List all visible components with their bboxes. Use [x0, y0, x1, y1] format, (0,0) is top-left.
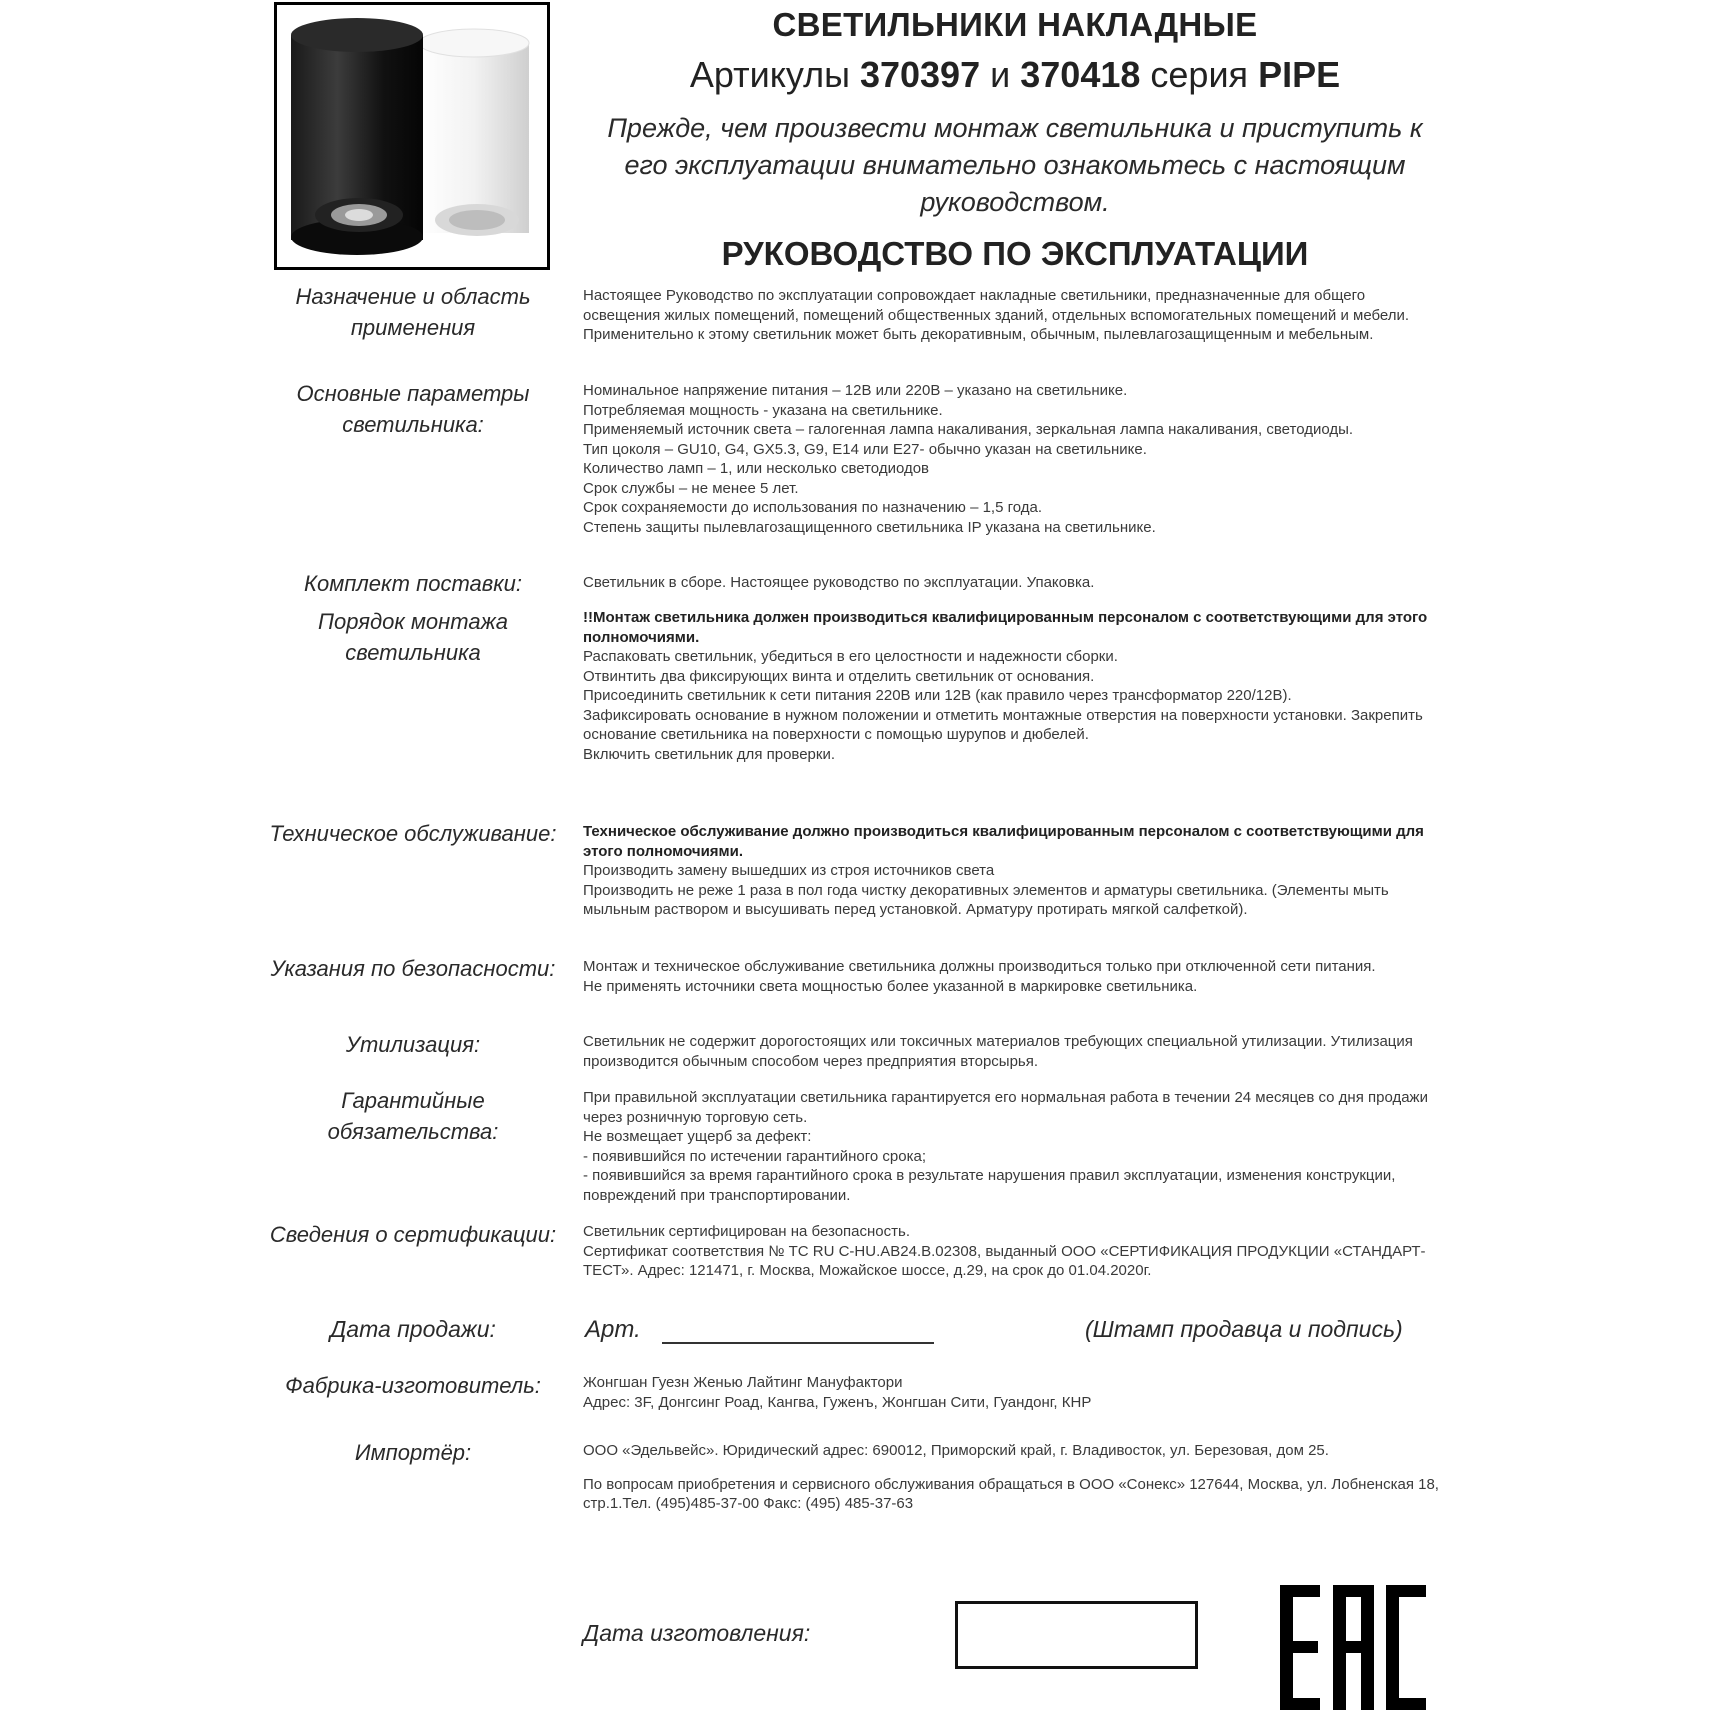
eac-mark-icon — [1280, 1585, 1426, 1710]
section-label-manufacturer: Фабрика-изготовитель: — [285, 1373, 541, 1398]
text-line: - появившийся за время гарантийного срока в результате нарушения правил эксплуатации, изменения конструкции, повреждений при транспортировании. — [583, 1167, 1396, 1204]
section-label-warranty: Гарантийные обязательства: — [327, 1088, 499, 1144]
section-label-mounting: Порядок монтажа светильника — [318, 609, 508, 665]
document-subtitle — [580, 54, 1450, 96]
text-line: Номинальное напряжение питания – 12В или 220В – указано на светильнике. — [583, 382, 1128, 399]
article-number-2: 370418 — [1020, 54, 1141, 95]
text-line: Отвинтить два фиксирующих винта и отделить светильник от основания. — [583, 667, 1095, 685]
manufacture-date-box — [955, 1601, 1198, 1669]
intro-text: Прежде, чем произвести монтаж светильника и приступить к его эксплуатации внимательно ознакомьтесь с настоящим руководством. — [607, 113, 1423, 217]
text-line: Потребляемая мощность - указана на светильнике. — [583, 401, 943, 419]
text-line: Распаковать светильник, убедиться в его целостности и надежности сборки. — [583, 648, 1118, 665]
subtitle-series: серия — [1150, 54, 1249, 95]
text-line: Включить светильник для проверки. — [583, 745, 836, 763]
text-line: Применяемый источник света – галогенная лампа накаливания, зеркальная лампа накаливания, светодиоды. — [583, 421, 1354, 438]
text-line: ООО «Эдельвейс». Юридический адрес: 690012, Приморский край, г. Владивосток, ул. Березовая, дом 25. — [583, 1442, 1329, 1459]
subtitle-and: и — [990, 54, 1011, 95]
text-line: Срок службы – не менее 5 лет. — [583, 479, 799, 497]
section-label-purpose: Назначение и область применения — [295, 284, 531, 340]
black-lamp — [291, 18, 423, 255]
section-label-safety: Указания по безопасности: — [270, 956, 556, 981]
text-line — [583, 1461, 1445, 1475]
section-label-certification: Сведения о сертификации: — [269, 1222, 557, 1247]
section-content-importer — [583, 1441, 1445, 1514]
warning-text: Техническое обслуживание должно производиться квалифицированным персоналом с соответствующими для этого полномочиями. — [583, 823, 1424, 860]
text-line: Настоящее Руководство по эксплуатации сопровождает накладные светильники, предназначенные для общего освещения жилых помещений, помещений общественных зданий, отдельных вспомогательных помещений и мебели. Применительно к этому светильник может быть декоративным, обычным, пылевлагозащищенным и мебельным. — [583, 287, 1410, 343]
text-line: Производить не реже 1 раза в пол года чистку декоративных элементов и арматуры светильника. (Элементы мыть мыльным раствором и высушивать перед установкой. Арматуру протирать мягкой салфеткой). — [583, 881, 1389, 918]
text-line: Светильник не содержит дорогостоящих или токсичных материалов требующих специальной утилизации. Утилизация производится обычным способом через предприятия вторсырья. — [583, 1033, 1413, 1070]
section-content-manufacturer — [583, 1373, 1445, 1412]
stamp-label: (Штамп продавца и подпись) — [1085, 1316, 1403, 1342]
section-label-params: Основные параметры светильника: — [296, 381, 530, 437]
section-label-kit: Комплект поставки: — [304, 571, 522, 596]
text-line: Зафиксировать основание в нужном положении и отметить монтажные отверстия на поверхности установки. Закрепить основание светильника на поверхности с помощью шурупов и дюбелей. — [583, 706, 1423, 743]
text-line: Светильник сертифицирован на безопасность. — [583, 1223, 910, 1240]
section-label-disposal: Утилизация: — [345, 1032, 481, 1057]
lamps-image — [277, 5, 547, 267]
text-line: Тип цоколя – GU10, G4, GX5.3, G9, E14 или E27- обычно указан на светильнике. — [583, 440, 1147, 458]
subtitle-prefix: Артикулы — [689, 54, 850, 95]
text-line: Адрес: 3F, Донгсинг Роад, Кангва, Гуженъ, Жонгшан Сити, Гуандонг, КНР — [583, 1393, 1092, 1411]
text-line: Производить замену вышедших из строя источников света — [583, 862, 995, 879]
section-content-purpose — [583, 286, 1445, 345]
manufacture-date-label: Дата изготовления: — [583, 1620, 811, 1646]
section-content-certification — [583, 1222, 1445, 1281]
document-title: СВЕТИЛЬНИКИ НАКЛАДНЫЕ — [772, 6, 1258, 43]
text-line: Не применять источники света мощностью более указанной в маркировке светильника. — [583, 977, 1198, 995]
warning-text: !!Монтаж светильника должен производиться квалифицированным персоналом с соответствующими для этого полномочиями. — [583, 609, 1428, 646]
manual-title: РУКОВОДСТВО ПО ЭКСПЛУАТАЦИИ — [721, 235, 1309, 272]
article-number-1: 370397 — [859, 54, 981, 95]
white-lamp — [419, 29, 529, 236]
text-line: - появившийся по истечении гарантийного срока; — [583, 1147, 927, 1165]
text-line: Светильник в сборе. Настоящее руководство по эксплуатации. Упаковка. — [583, 574, 1095, 591]
text-line: Степень защиты пылевлагозащищенного светильника IP указана на светильнике. — [583, 518, 1156, 536]
document-header — [580, 0, 1450, 273]
section-content-warranty — [583, 1088, 1445, 1205]
text-line: Не возмещает ущерб за дефект: — [583, 1128, 812, 1145]
section-content-safety — [583, 957, 1445, 996]
section-content-params — [583, 381, 1445, 537]
article-label: Арт. — [585, 1316, 641, 1343]
product-photo — [274, 2, 550, 270]
text-line: Жонгшан Гуезн Женью Лайтинг Мануфактори — [583, 1374, 903, 1391]
sale-date-label: Дата продажи: — [330, 1316, 496, 1342]
section-content-mounting — [583, 608, 1445, 764]
section-label-maintenance: Техническое обслуживание: — [269, 821, 557, 846]
text-line: Присоединить светильник к сети питания 220В или 12В (как правило через трансформатор 220/12В). — [583, 687, 1292, 704]
article-blank-line — [662, 1342, 934, 1344]
text-line: Сертификат соответствия № ТС RU C-HU.АВ24.В.02308, выданный ООО «СЕРТИФИКАЦИЯ ПРОДУКЦИИ «СТАНДАРТ-ТЕСТ». Адрес: 121471, г. Москва, Можайское шоссе, д.29, на срок до 01.04.2020г. — [583, 1242, 1426, 1279]
section-content-kit — [583, 573, 1445, 593]
section-content-disposal — [583, 1032, 1445, 1071]
section-label-importer: Импортёр: — [354, 1440, 472, 1465]
text-line: Количество ламп – 1, или несколько светодиодов — [583, 460, 930, 477]
series-name: PIPE — [1258, 54, 1341, 95]
text-line: При правильной эксплуатации светильника гарантируется его нормальная работа в течении 24 месяцев со дня продажи через розничную торговую сеть. — [583, 1089, 1428, 1126]
text-line: Монтаж и техническое обслуживание светильника должны производиться только при отключенной сети питания. — [583, 958, 1376, 975]
section-content-maintenance — [583, 822, 1445, 920]
text-line: По вопросам приобретения и сервисного обслуживания обращаться в ООО «Сонекс» 127644, Москва, ул. Лобненская 18, стр.1.Тел. (495)485-37-00 Факс: (495) 485-37-63 — [583, 1475, 1439, 1512]
text-line: Срок сохраняемости до использования по назначению – 1,5 года. — [583, 499, 1043, 516]
